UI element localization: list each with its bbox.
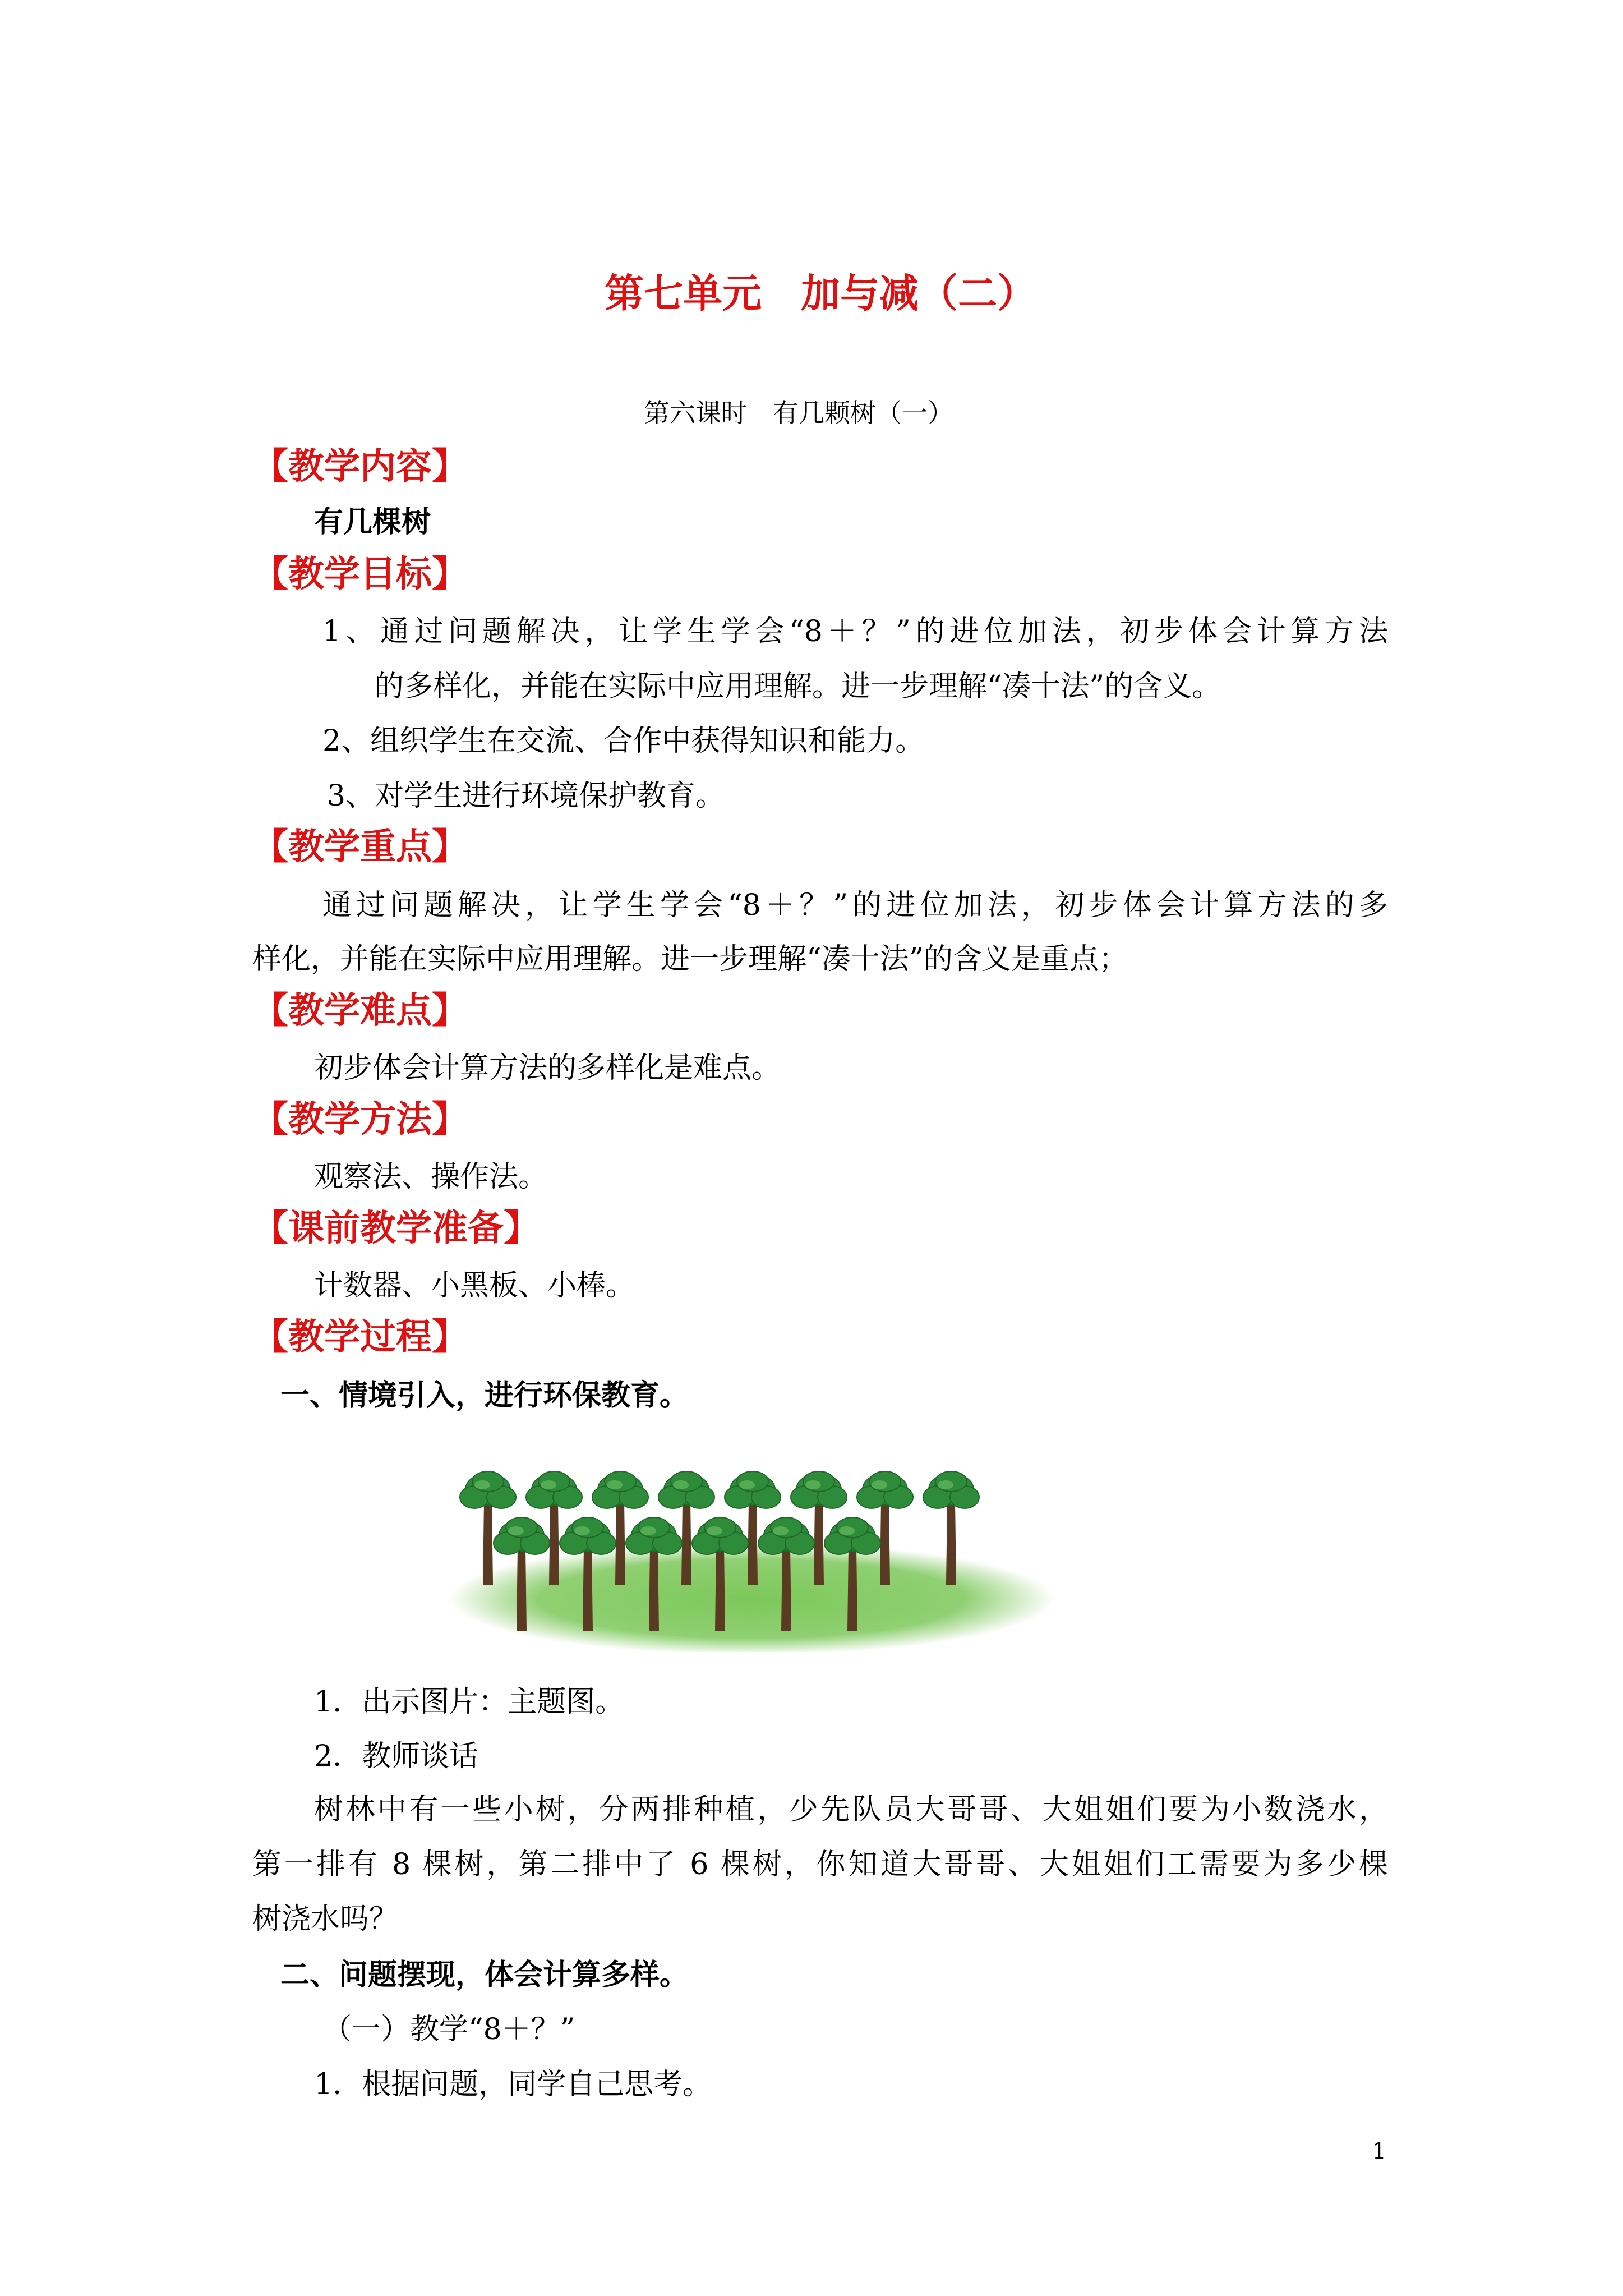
heading-prep: 【课前教学准备】	[252, 1207, 540, 1249]
talk-line-2: 第一排有 8 棵树，第二排中了 6 棵树，你知道大哥哥、大姐姐们工需要为多少棵	[252, 1848, 1388, 1881]
goal-item-2: 2、组织学生在交流、合作中获得知识和能力。	[322, 724, 925, 758]
talk-line-3: 树浇水吗？	[252, 1902, 399, 1936]
heading-key-points: 【教学重点】	[252, 826, 468, 868]
key-points-line-1: 通过问题解决，让学生学会“8＋？”的进位加法，初步体会计算方法的多	[322, 889, 1388, 922]
process-step-1: 1．出示图片：主题图。	[314, 1685, 625, 1719]
heading-method: 【教学方法】	[252, 1098, 468, 1140]
process-step-2: 2．教师谈话	[314, 1740, 479, 1773]
content-text: 有几棵树	[314, 505, 431, 539]
method-text: 观察法、操作法。	[314, 1160, 548, 1194]
process-part-1: 一、情境引入，进行环保教育。	[280, 1378, 689, 1412]
heading-content: 【教学内容】	[252, 445, 468, 487]
heading-goals: 【教学目标】	[252, 553, 468, 595]
prep-text: 计数器、小黑板、小棒。	[314, 1269, 635, 1303]
process-sub-1-step-1: 1．根据问题，同学自己思考。	[314, 2068, 712, 2101]
difficulty-text: 初步体会计算方法的多样化是难点。	[314, 1051, 781, 1085]
page-title: 第七单元 加与减（二）	[605, 270, 1036, 316]
goal-item-3: 3、对学生进行环境保护教育。	[327, 779, 725, 813]
page-number: 1	[1372, 2138, 1386, 2164]
heading-difficulty: 【教学难点】	[252, 990, 468, 1032]
process-sub-1: （一）教学“8＋？”	[322, 2013, 575, 2046]
goal-item-1-line-1: 1、通过问题解决，让学生学会“8＋？”的进位加法，初步体会计算方法	[322, 615, 1388, 648]
process-part-2: 二、问题摆现，体会计算多样。	[280, 1958, 689, 1992]
goal-item-1-line-2: 的多样化，并能在实际中应用理解。进一步理解“凑十法”的含义。	[375, 670, 1221, 703]
key-points-line-2: 样化，并能在实际中应用理解。进一步理解“凑十法”的含义是重点；	[252, 942, 1128, 976]
trees-illustration	[449, 1461, 1054, 1652]
heading-process: 【教学过程】	[252, 1316, 468, 1358]
lesson-subtitle: 第六课时 有几颗树（一）	[644, 398, 953, 428]
talk-line-1: 树林中有一些小树，分两排种植，少先队员大哥哥、大姐姐们要为小数浇水，	[314, 1793, 1388, 1826]
